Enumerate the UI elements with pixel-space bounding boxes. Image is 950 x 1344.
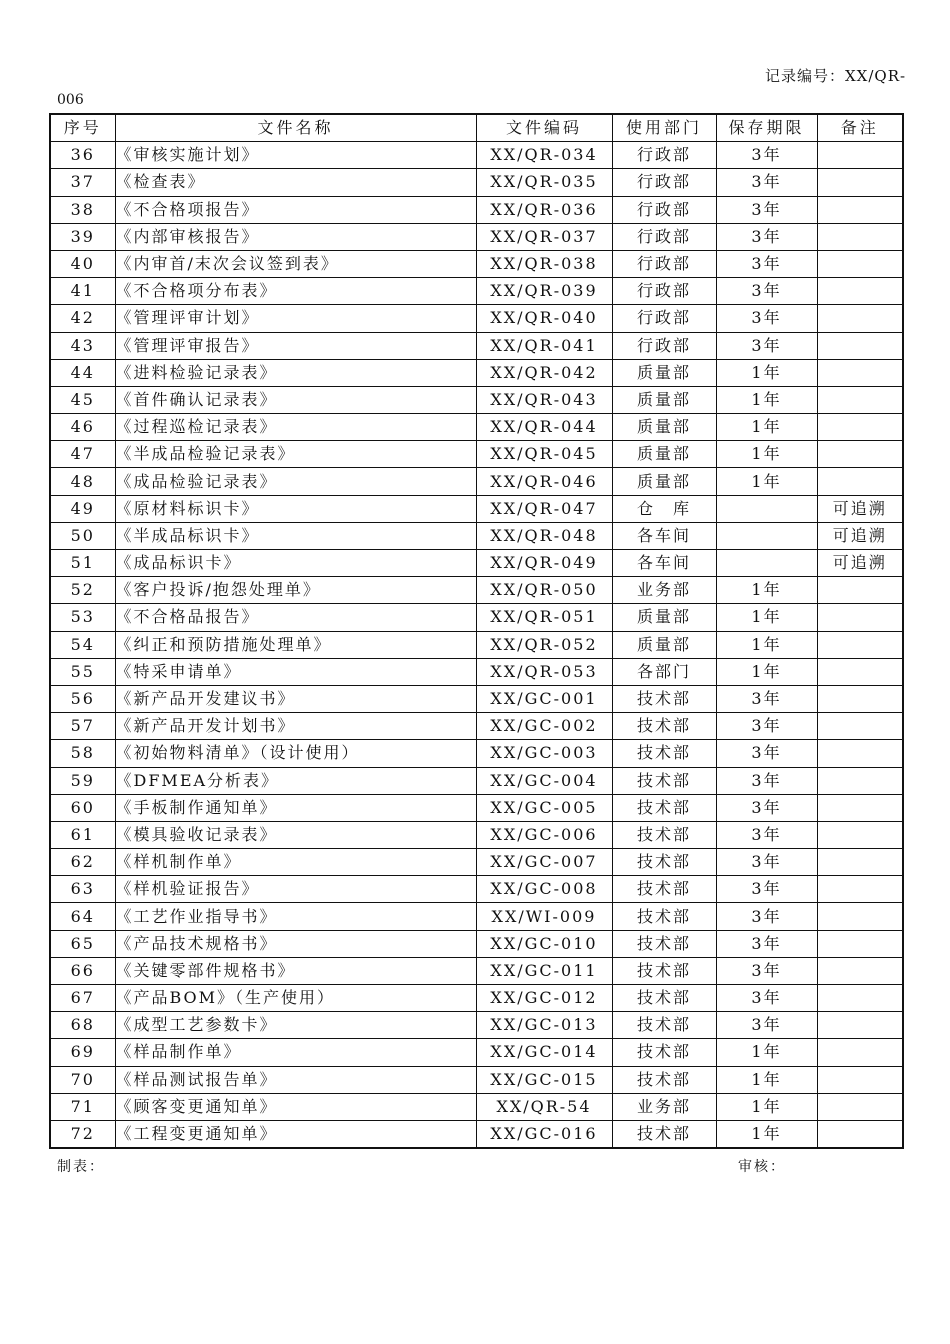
table-row: [50, 740, 903, 767]
cell-retention: 3年: [716, 1012, 817, 1039]
table-row: [50, 658, 903, 685]
cell-department: 技术部: [612, 1066, 716, 1093]
cell-seq: 62: [50, 849, 115, 876]
file-record-table: [49, 113, 904, 1149]
cell-file-code: XX/GC-004: [476, 767, 612, 794]
table-row: [50, 685, 903, 712]
cell-remarks: [817, 658, 903, 685]
cell-remarks: [817, 1093, 903, 1120]
cell-department: 行政部: [612, 250, 716, 277]
cell-department: 行政部: [612, 223, 716, 250]
cell-seq: 67: [50, 985, 115, 1012]
cell-retention: 3年: [716, 930, 817, 957]
cell-file-code: XX/GC-006: [476, 821, 612, 848]
cell-remarks: [817, 685, 903, 712]
cell-file-name: 《DFMEA分析表》: [115, 767, 476, 794]
cell-remarks: [817, 414, 903, 441]
cell-file-name: 《产品BOM》（生产使用）: [115, 985, 476, 1012]
cell-file-name: 《初始物料清单》（设计使用）: [115, 740, 476, 767]
cell-retention: 1年: [716, 359, 817, 386]
cell-file-name: 《不合格品报告》: [115, 604, 476, 631]
table-row: [50, 522, 903, 549]
cell-remarks: 可追溯: [817, 522, 903, 549]
cell-file-code: XX/GC-011: [476, 957, 612, 984]
cell-file-code: XX/QR-044: [476, 414, 612, 441]
cell-remarks: [817, 1066, 903, 1093]
table-row: [50, 414, 903, 441]
cell-remarks: 可追溯: [817, 550, 903, 577]
table-row: [50, 169, 903, 196]
cell-department: 行政部: [612, 196, 716, 223]
record-number-tail: 006: [57, 92, 84, 108]
cell-file-code: XX/QR-041: [476, 332, 612, 359]
cell-seq: 41: [50, 278, 115, 305]
header-file-name: 文件名称: [115, 114, 476, 142]
table-row: [50, 359, 903, 386]
cell-file-name: 《半成品检验记录表》: [115, 441, 476, 468]
cell-seq: 55: [50, 658, 115, 685]
cell-file-name: 《内部审核报告》: [115, 223, 476, 250]
cell-retention: 3年: [716, 794, 817, 821]
cell-file-code: XX/QR-042: [476, 359, 612, 386]
table-row: [50, 441, 903, 468]
cell-seq: 63: [50, 876, 115, 903]
cell-seq: 52: [50, 577, 115, 604]
cell-file-name: 《模具验收记录表》: [115, 821, 476, 848]
cell-seq: 45: [50, 386, 115, 413]
cell-retention: 1年: [716, 441, 817, 468]
cell-remarks: [817, 876, 903, 903]
cell-seq: 54: [50, 631, 115, 658]
cell-retention: 1年: [716, 1093, 817, 1120]
cell-file-name: 《首件确认记录表》: [115, 386, 476, 413]
cell-remarks: [817, 1039, 903, 1066]
cell-seq: 59: [50, 767, 115, 794]
cell-file-name: 《半成品标识卡》: [115, 522, 476, 549]
table-row: [50, 278, 903, 305]
cell-department: 业务部: [612, 577, 716, 604]
cell-department: 技术部: [612, 985, 716, 1012]
cell-remarks: [817, 849, 903, 876]
cell-seq: 68: [50, 1012, 115, 1039]
cell-department: 技术部: [612, 876, 716, 903]
cell-retention: 3年: [716, 767, 817, 794]
cell-remarks: [817, 142, 903, 169]
cell-file-name: 《关键零部件规格书》: [115, 957, 476, 984]
cell-retention: 3年: [716, 685, 817, 712]
cell-department: 行政部: [612, 142, 716, 169]
cell-file-code: XX/QR-54: [476, 1093, 612, 1120]
cell-file-name: 《成品标识卡》: [115, 550, 476, 577]
cell-retention: 1年: [716, 468, 817, 495]
cell-retention: [716, 550, 817, 577]
cell-department: 技术部: [612, 767, 716, 794]
cell-file-name: 《不合格项报告》: [115, 196, 476, 223]
cell-file-name: 《审核实施计划》: [115, 142, 476, 169]
cell-remarks: [817, 250, 903, 277]
cell-remarks: [817, 821, 903, 848]
cell-file-code: XX/QR-037: [476, 223, 612, 250]
cell-retention: 3年: [716, 169, 817, 196]
cell-retention: 3年: [716, 740, 817, 767]
cell-remarks: [817, 468, 903, 495]
cell-file-name: 《原材料标识卡》: [115, 495, 476, 522]
cell-remarks: [817, 577, 903, 604]
cell-retention: [716, 522, 817, 549]
cell-retention: 1年: [716, 414, 817, 441]
cell-retention: 3年: [716, 142, 817, 169]
table-row: [50, 930, 903, 957]
cell-seq: 51: [50, 550, 115, 577]
cell-file-name: 《不合格项分布表》: [115, 278, 476, 305]
cell-file-code: XX/QR-036: [476, 196, 612, 223]
cell-seq: 50: [50, 522, 115, 549]
table-row: [50, 767, 903, 794]
cell-retention: 3年: [716, 903, 817, 930]
cell-department: 质量部: [612, 604, 716, 631]
cell-file-name: 《成品检验记录表》: [115, 468, 476, 495]
cell-file-code: XX/GC-001: [476, 685, 612, 712]
cell-file-code: XX/QR-051: [476, 604, 612, 631]
cell-retention: 3年: [716, 876, 817, 903]
cell-file-code: XX/GC-007: [476, 849, 612, 876]
cell-remarks: [817, 278, 903, 305]
cell-retention: 1年: [716, 1066, 817, 1093]
table-row: [50, 1093, 903, 1120]
table-row: [50, 631, 903, 658]
cell-file-code: XX/GC-003: [476, 740, 612, 767]
table-row: [50, 305, 903, 332]
table-row: [50, 495, 903, 522]
cell-seq: 37: [50, 169, 115, 196]
table-row: [50, 468, 903, 495]
cell-file-name: 《样品测试报告单》: [115, 1066, 476, 1093]
cell-file-name: 《样品制作单》: [115, 1039, 476, 1066]
cell-file-name: 《手板制作通知单》: [115, 794, 476, 821]
cell-department: 技术部: [612, 957, 716, 984]
cell-remarks: [817, 930, 903, 957]
cell-file-code: XX/GC-008: [476, 876, 612, 903]
cell-seq: 64: [50, 903, 115, 930]
cell-department: 各车间: [612, 550, 716, 577]
cell-department: 各车间: [612, 522, 716, 549]
cell-department: 行政部: [612, 332, 716, 359]
cell-department: 技术部: [612, 1012, 716, 1039]
table-row: [50, 876, 903, 903]
table-row: [50, 821, 903, 848]
cell-department: 质量部: [612, 631, 716, 658]
cell-department: 技术部: [612, 849, 716, 876]
cell-remarks: [817, 386, 903, 413]
cell-file-name: 《过程巡检记录表》: [115, 414, 476, 441]
cell-file-name: 《工程变更通知单》: [115, 1120, 476, 1148]
cell-department: 技术部: [612, 930, 716, 957]
cell-remarks: [817, 767, 903, 794]
cell-remarks: [817, 740, 903, 767]
cell-retention: 1年: [716, 577, 817, 604]
table-row: [50, 386, 903, 413]
cell-seq: 71: [50, 1093, 115, 1120]
cell-file-name: 《特采申请单》: [115, 658, 476, 685]
cell-department: 技术部: [612, 821, 716, 848]
header-remarks: 备注: [817, 114, 903, 142]
cell-remarks: [817, 604, 903, 631]
cell-file-code: XX/QR-046: [476, 468, 612, 495]
cell-file-name: 《样机验证报告》: [115, 876, 476, 903]
cell-seq: 60: [50, 794, 115, 821]
cell-department: 行政部: [612, 169, 716, 196]
cell-seq: 36: [50, 142, 115, 169]
cell-retention: [716, 495, 817, 522]
cell-seq: 39: [50, 223, 115, 250]
cell-file-name: 《管理评审报告》: [115, 332, 476, 359]
cell-retention: 3年: [716, 250, 817, 277]
cell-file-name: 《产品技术规格书》: [115, 930, 476, 957]
cell-file-code: XX/QR-045: [476, 441, 612, 468]
header-retention: 保存期限: [716, 114, 817, 142]
header-file-code: 文件编码: [476, 114, 612, 142]
cell-retention: 3年: [716, 985, 817, 1012]
cell-seq: 65: [50, 930, 115, 957]
cell-file-name: 《新产品开发计划书》: [115, 713, 476, 740]
cell-department: 各部门: [612, 658, 716, 685]
table-row: [50, 142, 903, 169]
cell-seq: 42: [50, 305, 115, 332]
table-body: [50, 142, 903, 1148]
cell-file-code: XX/QR-047: [476, 495, 612, 522]
cell-retention: 1年: [716, 631, 817, 658]
cell-remarks: [817, 985, 903, 1012]
cell-file-name: 《检查表》: [115, 169, 476, 196]
cell-remarks: [817, 305, 903, 332]
cell-file-name: 《顾客变更通知单》: [115, 1093, 476, 1120]
cell-seq: 40: [50, 250, 115, 277]
cell-file-code: XX/QR-035: [476, 169, 612, 196]
cell-file-code: XX/GC-013: [476, 1012, 612, 1039]
cell-remarks: [817, 1012, 903, 1039]
cell-seq: 53: [50, 604, 115, 631]
cell-file-name: 《工艺作业指导书》: [115, 903, 476, 930]
cell-file-name: 《样机制作单》: [115, 849, 476, 876]
cell-retention: 3年: [716, 849, 817, 876]
cell-file-code: XX/GC-005: [476, 794, 612, 821]
cell-seq: 38: [50, 196, 115, 223]
cell-seq: 44: [50, 359, 115, 386]
cell-department: 仓 库: [612, 495, 716, 522]
cell-remarks: [817, 713, 903, 740]
cell-remarks: 可追溯: [817, 495, 903, 522]
cell-seq: 72: [50, 1120, 115, 1148]
cell-retention: 1年: [716, 658, 817, 685]
table-row: [50, 985, 903, 1012]
cell-file-code: XX/GC-016: [476, 1120, 612, 1148]
cell-retention: 3年: [716, 713, 817, 740]
cell-retention: 3年: [716, 196, 817, 223]
cell-file-code: XX/QR-043: [476, 386, 612, 413]
cell-file-code: XX/GC-010: [476, 930, 612, 957]
maker-label: 制表：: [57, 1159, 105, 1175]
cell-remarks: [817, 903, 903, 930]
table-header-row: [50, 114, 903, 142]
cell-file-code: XX/QR-039: [476, 278, 612, 305]
cell-remarks: [817, 631, 903, 658]
cell-file-name: 《新产品开发建议书》: [115, 685, 476, 712]
cell-department: 技术部: [612, 1039, 716, 1066]
table-row: [50, 957, 903, 984]
cell-remarks: [817, 332, 903, 359]
cell-file-code: XX/QR-049: [476, 550, 612, 577]
cell-department: 技术部: [612, 1120, 716, 1148]
cell-department: 质量部: [612, 468, 716, 495]
header-seq: 序号: [50, 114, 115, 142]
table-row: [50, 849, 903, 876]
table-row: [50, 604, 903, 631]
cell-file-name: 《管理评审计划》: [115, 305, 476, 332]
cell-file-code: XX/GC-014: [476, 1039, 612, 1066]
cell-file-name: 《纠正和预防措施处理单》: [115, 631, 476, 658]
cell-remarks: [817, 441, 903, 468]
cell-department: 技术部: [612, 794, 716, 821]
record-number: 记录编号：XX/QR-: [765, 67, 907, 85]
cell-file-name: 《客户投诉/抱怨处理单》: [115, 577, 476, 604]
cell-file-code: XX/QR-048: [476, 522, 612, 549]
cell-file-code: XX/GC-012: [476, 985, 612, 1012]
cell-seq: 69: [50, 1039, 115, 1066]
cell-seq: 43: [50, 332, 115, 359]
cell-department: 技术部: [612, 903, 716, 930]
cell-seq: 49: [50, 495, 115, 522]
cell-department: 技术部: [612, 685, 716, 712]
cell-retention: 1年: [716, 604, 817, 631]
cell-remarks: [817, 794, 903, 821]
table-row: [50, 1066, 903, 1093]
table-row: [50, 332, 903, 359]
cell-retention: 3年: [716, 278, 817, 305]
cell-remarks: [817, 1120, 903, 1148]
table-row: [50, 223, 903, 250]
cell-retention: 1年: [716, 1039, 817, 1066]
table-row: [50, 577, 903, 604]
cell-file-code: XX/QR-038: [476, 250, 612, 277]
cell-remarks: [817, 957, 903, 984]
cell-retention: 3年: [716, 332, 817, 359]
cell-seq: 58: [50, 740, 115, 767]
cell-department: 行政部: [612, 278, 716, 305]
cell-retention: 1年: [716, 1120, 817, 1148]
cell-remarks: [817, 169, 903, 196]
cell-seq: 47: [50, 441, 115, 468]
cell-file-code: XX/QR-040: [476, 305, 612, 332]
cell-file-name: 《内审首/末次会议签到表》: [115, 250, 476, 277]
table-row: [50, 550, 903, 577]
cell-department: 行政部: [612, 305, 716, 332]
cell-file-name: 《成型工艺参数卡》: [115, 1012, 476, 1039]
cell-retention: 3年: [716, 957, 817, 984]
cell-department: 质量部: [612, 414, 716, 441]
table-row: [50, 903, 903, 930]
cell-file-code: XX/QR-052: [476, 631, 612, 658]
cell-department: 业务部: [612, 1093, 716, 1120]
cell-retention: 3年: [716, 305, 817, 332]
cell-seq: 70: [50, 1066, 115, 1093]
table-row: [50, 250, 903, 277]
cell-file-code: XX/GC-015: [476, 1066, 612, 1093]
cell-seq: 66: [50, 957, 115, 984]
cell-department: 技术部: [612, 740, 716, 767]
cell-file-name: 《进料检验记录表》: [115, 359, 476, 386]
table-row: [50, 1012, 903, 1039]
cell-seq: 56: [50, 685, 115, 712]
table-row: [50, 794, 903, 821]
cell-seq: 61: [50, 821, 115, 848]
cell-retention: 1年: [716, 386, 817, 413]
table-row: [50, 713, 903, 740]
cell-department: 质量部: [612, 386, 716, 413]
cell-department: 质量部: [612, 359, 716, 386]
reviewer-label: 审核：: [738, 1159, 786, 1175]
cell-remarks: [817, 196, 903, 223]
cell-seq: 48: [50, 468, 115, 495]
cell-seq: 46: [50, 414, 115, 441]
header-department: 使用部门: [612, 114, 716, 142]
cell-seq: 57: [50, 713, 115, 740]
cell-file-code: XX/GC-002: [476, 713, 612, 740]
table-row: [50, 1039, 903, 1066]
table-row: [50, 1120, 903, 1148]
table-row: [50, 196, 903, 223]
cell-file-code: XX/QR-053: [476, 658, 612, 685]
cell-file-code: XX/QR-050: [476, 577, 612, 604]
cell-remarks: [817, 359, 903, 386]
cell-department: 质量部: [612, 441, 716, 468]
cell-remarks: [817, 223, 903, 250]
cell-retention: 3年: [716, 821, 817, 848]
cell-retention: 3年: [716, 223, 817, 250]
cell-department: 技术部: [612, 713, 716, 740]
cell-file-code: XX/QR-034: [476, 142, 612, 169]
cell-file-code: XX/WI-009: [476, 903, 612, 930]
